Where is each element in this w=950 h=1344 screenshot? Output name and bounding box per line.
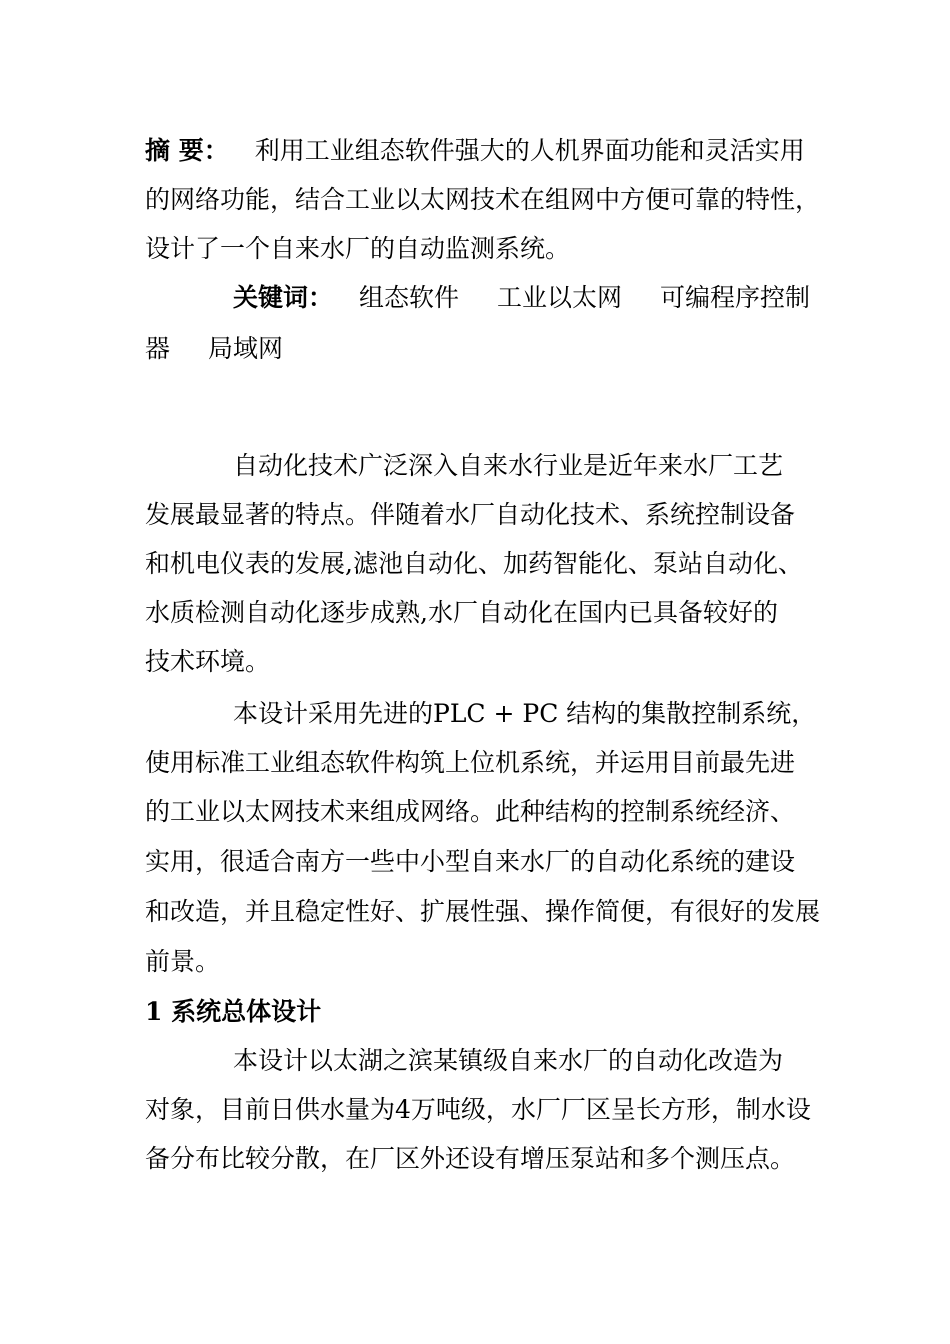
keyword: 组态软件 [359,283,460,312]
keywords-label: 关键词： [233,283,334,312]
keywords-line-2 [145,333,283,365]
intro-p1-line: 发展最显著的特点。伴随着水厂自动化技术、系统控制设备 [145,500,796,529]
intro-p1-line: 技术环境。 [145,647,271,676]
intro-p2-line: 实用，很适合南方一些中小型自来水厂的自动化系统的建设 [145,847,796,876]
intro-p2-line: 本设计采用先进的PLC + PC 结构的集散控制系统， [233,699,817,728]
intro-p1-line: 水质检测自动化逐步成熟,水厂自动化在国内已具备较好的 [145,598,778,627]
intro-p1-line: 自动化技术广泛深入自来水行业是近年来水厂工艺 [233,451,784,480]
intro-p2-line: 的工业以太网技术来组成网络。此种结构的控制系统经济、 [145,797,796,826]
keyword: 工业以太网 [497,283,623,312]
intro-p1-line: 和机电仪表的发展,滤池自动化、加药智能化、泵站自动化、 [145,549,803,578]
keyword: 器 [145,334,171,363]
abstract-line-3: 设计了一个自来水厂的自动监测系统。 [145,234,571,263]
abstract-text: 利用工业组态软件强大的人机界面功能和灵活实用 [254,136,805,165]
keywords-line-1 [233,282,810,314]
keyword: 局域网 [208,334,284,363]
abstract-line-2: 的网络功能，结合工业以太网技术在组网中方便可靠的特性， [145,185,821,214]
abstract-label: 摘 要： [145,136,229,165]
intro-p2-line: 使用标准工业组态软件构筑上位机系统，并运用目前最先进 [145,748,796,777]
section1-line: 备分布比较分散，在厂区外还设有增压泵站和多个测压点。 [145,1144,796,1173]
intro-p2-line: 和改造，并且稳定性好、扩展性强、操作简便，有很好的发展 [145,897,821,926]
intro-p2-line: 前景。 [145,947,221,976]
section-heading: 1 系统总体设计 [145,997,322,1026]
section1-line: 本设计以太湖之滨某镇级自来水厂的自动化改造为 [233,1046,784,1075]
section1-line: 对象，目前日供水量为4万吨级，水厂厂区呈长方形，制水设 [145,1095,811,1124]
keyword: 可编程序控制 [660,283,811,312]
abstract-line-1 [145,135,805,167]
